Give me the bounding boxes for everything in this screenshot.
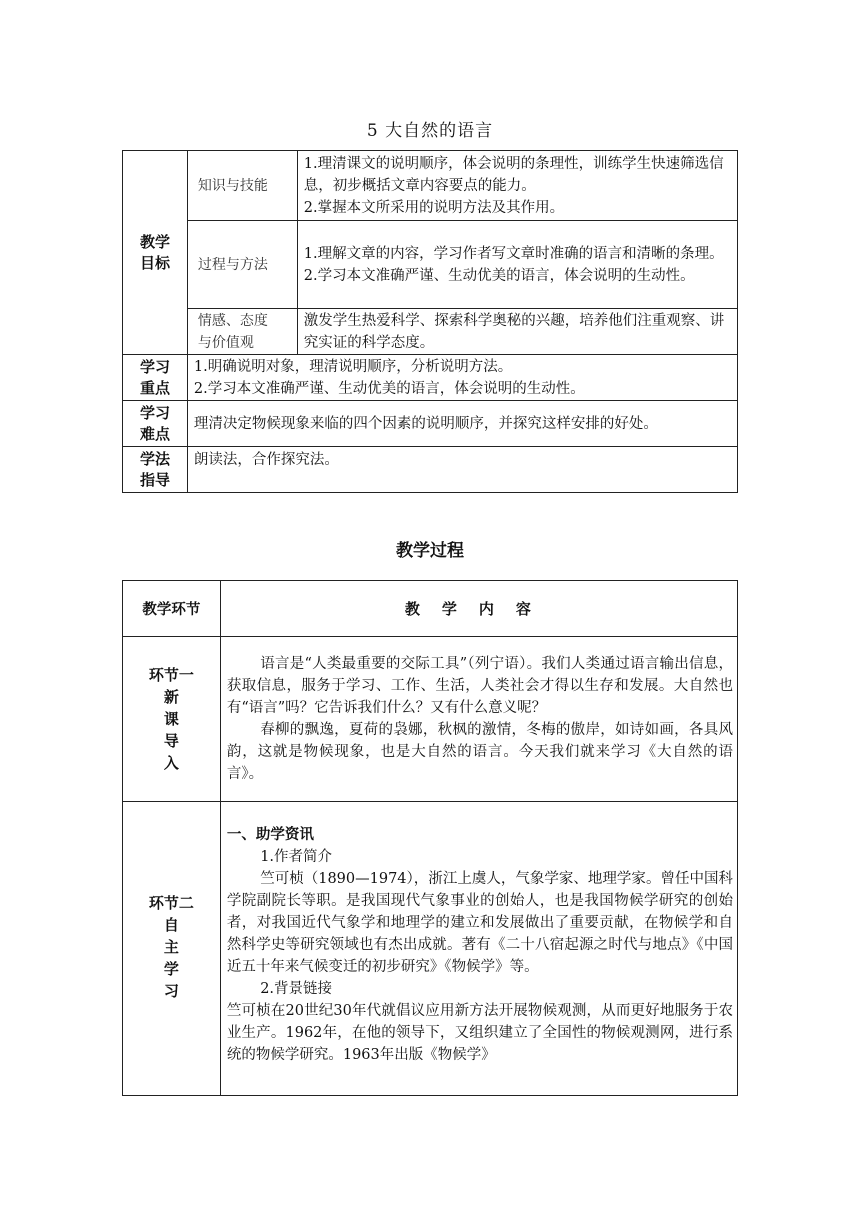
stage1-row bbox=[123, 637, 738, 802]
objective-content-process: 1.理解文章的内容，学习作者写文章时准确的语言和清晰的条理。 2.学习本文准确严谨、生动优美的语言，体会说明的生动性。 bbox=[297, 221, 737, 309]
objective-content-values: 激发学生热爱科学、探索科学奥秘的兴趣，培养他们注重观察、讲究实证的科学态度。 bbox=[297, 309, 737, 355]
difficulties-content: 理清决定物候现象来临的四个因素的说明顺序，并探究这样安排的好处。 bbox=[187, 401, 737, 447]
intro-paragraph-2: 春柳的飘逸，夏荷的袅娜，秋枫的激情，冬梅的傲岸，如诗如画，各具风韵，这就是物候现象，也是大自然的语言。今天我们就来学习《大自然的语言》。 bbox=[226, 722, 733, 782]
stage2-row bbox=[123, 802, 738, 1096]
background-text: 竺可桢在20世纪30年代就倡议应用新方法开展物候观测，从而更好地服务于农业生产。1962年，在他的领导下，又组织建立了全国性的物候观测网，进行系统的物候学研究。1963年出版《物候学》 bbox=[226, 1003, 733, 1063]
method-label: 学法 指导 bbox=[123, 447, 188, 493]
content-column-header: 教学内容 bbox=[220, 581, 737, 637]
difficulties-row bbox=[123, 401, 738, 447]
stage-column-header: 教学环节 bbox=[123, 581, 221, 637]
objectives-table bbox=[122, 150, 738, 493]
objective-sub-process: 过程与方法 bbox=[187, 221, 297, 309]
section-heading: 一、助学资讯 bbox=[226, 827, 314, 843]
process-table bbox=[122, 580, 738, 1096]
process-title: 教学过程 bbox=[396, 541, 464, 561]
key-points-row bbox=[123, 355, 738, 401]
key-points-content: 1.明确说明对象，理清说明顺序，分析说明方法。 2.学习本文准确严谨、生动优美的语言，体会说明的生动性。 bbox=[187, 355, 737, 401]
background-title: 2.背景链接 bbox=[260, 981, 333, 997]
key-points-label: 学习 重点 bbox=[123, 355, 188, 401]
author-intro-text: 竺可桢（1890—1974），浙江上虞人，气象学家、地理学家。曾任中国科学院副院长等职。是我国现代气象事业的创始人，也是我国物候学研究的创始者，对我国近代气象学和地理学的建立和发展做出了重要贡献，在物候学和自然科学史等研究领域也有杰出成就。著有《二十八宿起源之时代与地点》《中国近五十年来气候变迁的初步研究》《物候学》等。 bbox=[226, 871, 733, 975]
difficulties-label: 学习 难点 bbox=[123, 401, 188, 447]
objective-row-knowledge bbox=[123, 151, 738, 221]
intro-paragraph-1: 语言是“人类最重要的交际工具”（列宁语）。我们人类通过语言输出信息，获取信息，服务于学习、工作、生活，人类社会才得以生存和发展。大自然也有“语言”吗？它告诉我们什么？又有什么意义呢？ bbox=[226, 656, 733, 716]
objective-row-process bbox=[123, 221, 738, 309]
process-header-row bbox=[123, 581, 738, 637]
author-intro-title: 1.作者简介 bbox=[260, 849, 333, 865]
method-row bbox=[123, 447, 738, 493]
objective-content-knowledge: 1.理清课文的说明顺序，体会说明的条理性，训练学生快速筛选信息，初步概括文章内容要点的能力。 2.掌握本文所采用的说明方法及其作用。 bbox=[297, 151, 737, 221]
stage1-content bbox=[220, 637, 737, 802]
stage1-label: 环节一 新 课 导 入 bbox=[123, 637, 221, 802]
method-content: 朗读法，合作探究法。 bbox=[187, 447, 737, 493]
document-title: 5 大自然的语言 bbox=[366, 121, 494, 141]
objective-sub-knowledge: 知识与技能 bbox=[187, 151, 297, 221]
stage2-label: 环节二 自 主 学 习 bbox=[123, 802, 221, 1096]
objective-row-values bbox=[123, 309, 738, 355]
objective-sub-values: 情感、态度 与价值观 bbox=[187, 309, 297, 355]
objectives-label: 教学 目标 bbox=[123, 151, 188, 355]
stage2-content bbox=[220, 802, 737, 1096]
